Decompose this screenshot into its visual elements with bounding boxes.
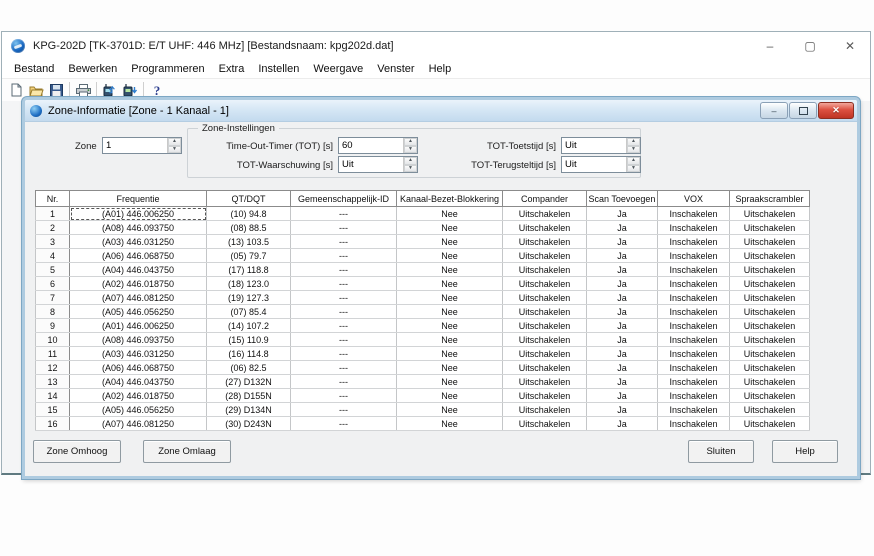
spin-down-icon[interactable]: ▼ — [627, 165, 640, 173]
channel-cell[interactable]: Ja — [587, 235, 658, 249]
zone-window-titlebar[interactable] — [25, 100, 857, 122]
channel-table-body — [36, 207, 810, 431]
zone-restore-button[interactable] — [789, 102, 817, 119]
channel-cell[interactable]: Inschakelen — [658, 403, 730, 417]
menu-instellen[interactable]: Instellen — [258, 62, 300, 75]
tot-spinbox — [338, 137, 418, 154]
channel-cell[interactable]: Uitschakelen — [730, 277, 810, 291]
zone-window-content — [25, 122, 857, 471]
tot-waarschuwing-input[interactable] — [339, 157, 403, 172]
channel-cell[interactable]: Inschakelen — [658, 319, 730, 333]
channel-cell[interactable]: --- — [291, 221, 397, 235]
svg-text:?: ? — [153, 83, 161, 97]
close-button[interactable]: ✕ — [844, 38, 856, 53]
channel-cell[interactable]: Ja — [587, 347, 658, 361]
header-spraakscrambler: Spraakscrambler — [730, 191, 810, 207]
spin-up-icon[interactable]: ▲ — [168, 138, 181, 146]
row-number-cell[interactable]: 12 — [36, 361, 70, 375]
table-row — [36, 305, 810, 319]
spin-down-icon[interactable]: ▼ — [404, 146, 417, 154]
channel-cell[interactable]: Nee — [397, 389, 503, 403]
channel-cell[interactable]: Inschakelen — [658, 333, 730, 347]
channel-cell[interactable]: (18) 123.0 — [207, 277, 291, 291]
zone-label: Zone — [75, 141, 97, 152]
channel-cell[interactable]: Uitschakelen — [730, 291, 810, 305]
channel-cell[interactable]: Inschakelen — [658, 249, 730, 263]
channel-cell[interactable]: Ja — [587, 417, 658, 431]
tot-terugsteltijd-input[interactable] — [562, 157, 626, 172]
channel-cell[interactable]: Nee — [397, 417, 503, 431]
channel-cell[interactable]: Ja — [587, 389, 658, 403]
channel-cell[interactable]: Uitschakelen — [730, 249, 810, 263]
table-row — [36, 263, 810, 277]
channel-cell[interactable]: Uitschakelen — [730, 403, 810, 417]
channel-cell[interactable]: Uitschakelen — [730, 263, 810, 277]
table-row — [36, 235, 810, 249]
channel-cell[interactable]: Ja — [587, 263, 658, 277]
channel-cell[interactable]: (A08) 446.093750 — [70, 333, 207, 347]
channel-cell[interactable]: (10) 94.8 — [207, 207, 291, 221]
channel-cell[interactable]: (A04) 446.043750 — [70, 263, 207, 277]
tot-terugsteltijd-spinbox — [561, 156, 641, 173]
tot-toetstijd-spinbox — [561, 137, 641, 154]
tot-waarschuwing-label: TOT-Waarschuwing [s] — [236, 160, 333, 171]
toolbar-separator — [96, 82, 97, 98]
row-number-cell[interactable]: 9 — [36, 319, 70, 333]
table-row — [36, 277, 810, 291]
channel-cell[interactable]: Nee — [397, 249, 503, 263]
menu-venster[interactable]: Venster — [377, 62, 415, 75]
channel-table — [35, 190, 810, 431]
tot-label: Time-Out-Timer (TOT) [s] — [226, 141, 333, 152]
row-number-cell[interactable]: 15 — [36, 403, 70, 417]
channel-cell[interactable]: Inschakelen — [658, 361, 730, 375]
zone-close-button[interactable]: ✕ — [818, 102, 854, 119]
menu-weergave[interactable]: Weergave — [313, 62, 364, 75]
channel-cell[interactable]: Ja — [587, 249, 658, 263]
channel-cell[interactable]: Uitschakelen — [503, 305, 587, 319]
channel-cell[interactable]: (07) 85.4 — [207, 305, 291, 319]
channel-cell[interactable]: Uitschakelen — [503, 417, 587, 431]
channel-cell[interactable]: Ja — [587, 403, 658, 417]
channel-cell[interactable]: (A07) 446.081250 — [70, 417, 207, 431]
channel-cell[interactable]: Nee — [397, 347, 503, 361]
header-kanaal-bezet-blokkering: Kanaal-Bezet-Blokkering — [397, 191, 503, 207]
channel-cell[interactable]: --- — [291, 291, 397, 305]
channel-cell[interactable]: Inschakelen — [658, 375, 730, 389]
zone-spinbox — [102, 137, 182, 154]
channel-cell[interactable]: Ja — [587, 361, 658, 375]
channel-cell[interactable]: (A01) 446.006250 — [70, 319, 207, 333]
channel-cell[interactable]: Uitschakelen — [730, 389, 810, 403]
header-frequentie: Frequentie — [70, 191, 207, 207]
table-row — [36, 403, 810, 417]
zone-window-title: Zone-Informatie [Zone - 1 Kanaal - 1] — [48, 104, 229, 117]
channel-cell[interactable]: Nee — [397, 221, 503, 235]
channel-cell[interactable]: Uitschakelen — [730, 361, 810, 375]
channel-cell[interactable]: Uitschakelen — [730, 235, 810, 249]
channel-cell[interactable]: Nee — [397, 263, 503, 277]
channel-cell[interactable]: (A03) 446.031250 — [70, 347, 207, 361]
table-row — [36, 417, 810, 431]
channel-cell[interactable]: Ja — [587, 305, 658, 319]
row-number-cell[interactable]: 3 — [36, 235, 70, 249]
channel-cell[interactable]: Uitschakelen — [730, 417, 810, 431]
channel-cell[interactable]: (30) D243N — [207, 417, 291, 431]
channel-cell[interactable]: --- — [291, 389, 397, 403]
zone-informatie-window — [22, 97, 860, 479]
table-row — [36, 291, 810, 305]
table-header-row — [36, 191, 810, 207]
channel-cell[interactable]: Inschakelen — [658, 207, 730, 221]
channel-cell[interactable]: (28) D155N — [207, 389, 291, 403]
channel-cell[interactable]: Uitschakelen — [503, 263, 587, 277]
channel-cell[interactable]: Uitschakelen — [503, 221, 587, 235]
channel-cell[interactable]: Uitschakelen — [503, 249, 587, 263]
channel-cell[interactable]: Ja — [587, 221, 658, 235]
menu-help[interactable]: Help — [428, 62, 452, 75]
channel-cell[interactable]: (05) 79.7 — [207, 249, 291, 263]
channel-cell[interactable]: Ja — [587, 333, 658, 347]
row-number-cell[interactable]: 6 — [36, 277, 70, 291]
channel-cell[interactable]: (27) D132N — [207, 375, 291, 389]
channel-cell[interactable]: (19) 127.3 — [207, 291, 291, 305]
channel-cell[interactable]: --- — [291, 417, 397, 431]
channel-cell[interactable]: Ja — [587, 277, 658, 291]
row-number-cell[interactable]: 7 — [36, 291, 70, 305]
spin-down-icon[interactable]: ▼ — [404, 165, 417, 173]
channel-cell[interactable]: --- — [291, 319, 397, 333]
channel-cell[interactable]: Uitschakelen — [503, 319, 587, 333]
spin-up-icon[interactable]: ▲ — [404, 138, 417, 146]
channel-cell[interactable]: Nee — [397, 375, 503, 389]
tot-toetstijd-spinner — [626, 138, 640, 153]
tot-terugsteltijd-spinner — [626, 157, 640, 172]
tot-toetstijd-input[interactable] — [562, 138, 626, 153]
channel-cell[interactable]: (A05) 446.056250 — [70, 403, 207, 417]
channel-cell[interactable]: Uitschakelen — [730, 221, 810, 235]
menu-bewerken[interactable]: Bewerken — [68, 62, 118, 75]
channel-cell[interactable]: --- — [291, 375, 397, 389]
channel-cell[interactable]: Inschakelen — [658, 347, 730, 361]
channel-cell[interactable]: (A02) 446.018750 — [70, 277, 207, 291]
channel-cell[interactable]: Uitschakelen — [730, 347, 810, 361]
spin-down-icon[interactable]: ▼ — [168, 146, 181, 154]
channel-cell[interactable]: Ja — [587, 319, 658, 333]
zone-omlaag-button[interactable]: Zone Omlaag — [143, 440, 231, 463]
main-titlebar[interactable] — [2, 32, 870, 59]
row-number-cell[interactable]: 13 — [36, 375, 70, 389]
channel-cell[interactable]: --- — [291, 207, 397, 221]
channel-cell[interactable]: Inschakelen — [658, 221, 730, 235]
channel-cell[interactable]: (16) 114.8 — [207, 347, 291, 361]
row-number-cell[interactable]: 8 — [36, 305, 70, 319]
table-row — [36, 375, 810, 389]
table-row — [36, 207, 810, 221]
channel-cell[interactable]: Ja — [587, 207, 658, 221]
channel-cell[interactable]: (14) 107.2 — [207, 319, 291, 333]
channel-cell[interactable]: (A04) 446.043750 — [70, 375, 207, 389]
spin-up-icon[interactable]: ▲ — [627, 138, 640, 146]
zone-window-icon — [30, 105, 42, 117]
channel-cell[interactable]: --- — [291, 235, 397, 249]
tot-waarschuwing-spinner — [403, 157, 417, 172]
channel-cell[interactable]: Uitschakelen — [503, 389, 587, 403]
tot-input[interactable] — [339, 138, 403, 153]
row-number-cell[interactable]: 14 — [36, 389, 70, 403]
channel-cell[interactable]: --- — [291, 263, 397, 277]
row-number-cell[interactable]: 5 — [36, 263, 70, 277]
tot-terugsteltijd-label: TOT-Terugsteltijd [s] — [471, 160, 556, 171]
channel-cell[interactable]: Inschakelen — [658, 417, 730, 431]
table-row — [36, 389, 810, 403]
channel-cell[interactable]: (A06) 446.068750 — [70, 361, 207, 375]
zone-spinner — [167, 138, 181, 153]
table-row — [36, 249, 810, 263]
channel-cell[interactable]: (A01) 446.006250 — [70, 207, 207, 221]
help-button[interactable]: Help — [772, 440, 838, 463]
channel-cell[interactable]: (A02) 446.018750 — [70, 389, 207, 403]
channel-cell[interactable]: (A03) 446.031250 — [70, 235, 207, 249]
menubar — [2, 59, 870, 78]
table-row — [36, 347, 810, 361]
channel-cell[interactable]: Ja — [587, 291, 658, 305]
channel-cell[interactable]: --- — [291, 305, 397, 319]
channel-cell[interactable]: Inschakelen — [658, 235, 730, 249]
channel-cell[interactable]: --- — [291, 361, 397, 375]
channel-cell[interactable]: Uitschakelen — [503, 403, 587, 417]
channel-cell[interactable]: Nee — [397, 361, 503, 375]
channel-cell[interactable]: Inschakelen — [658, 263, 730, 277]
tot-waarschuwing-spinbox — [338, 156, 418, 173]
header-compander: Compander — [503, 191, 587, 207]
zone-settings-group-title: Zone-Instellingen — [198, 123, 279, 134]
channel-cell[interactable]: --- — [291, 347, 397, 361]
channel-cell[interactable]: Inschakelen — [658, 305, 730, 319]
header-qt-dqt: QT/DQT — [207, 191, 291, 207]
spin-down-icon[interactable]: ▼ — [627, 146, 640, 154]
spin-up-icon[interactable]: ▲ — [404, 157, 417, 165]
menu-programmeren[interactable]: Programmeren — [131, 62, 205, 75]
channel-cell[interactable]: Uitschakelen — [730, 333, 810, 347]
channel-cell[interactable]: (A05) 446.056250 — [70, 305, 207, 319]
channel-cell[interactable]: Nee — [397, 291, 503, 305]
zone-omhoog-button[interactable]: Zone Omhoog — [33, 440, 121, 463]
menu-bestand[interactable]: Bestand — [14, 62, 55, 75]
table-row — [36, 333, 810, 347]
channel-cell[interactable]: (15) 110.9 — [207, 333, 291, 347]
header-vox: VOX — [658, 191, 730, 207]
table-row — [36, 221, 810, 235]
header-nr: Nr. — [36, 191, 70, 207]
app-icon — [11, 39, 25, 53]
channel-cell[interactable]: (13) 103.5 — [207, 235, 291, 249]
channel-cell[interactable]: --- — [291, 333, 397, 347]
row-number-cell[interactable]: 4 — [36, 249, 70, 263]
channel-cell[interactable]: Nee — [397, 403, 503, 417]
menu-extra[interactable]: Extra — [218, 62, 245, 75]
channel-cell[interactable]: (17) 118.8 — [207, 263, 291, 277]
row-number-cell[interactable]: 1 — [36, 207, 70, 221]
spin-up-icon[interactable]: ▲ — [627, 157, 640, 165]
main-window-title: KPG-202D [TK-3701D: E/T UHF: 446 MHz] [Bestandsnaam: kpg202d.dat] — [33, 39, 394, 52]
zone-minimize-button[interactable]: – — [760, 102, 788, 119]
tot-toetstijd-label: TOT-Toetstijd [s] — [487, 141, 556, 152]
channel-cell[interactable]: Uitschakelen — [503, 375, 587, 389]
toolbar-separator — [69, 82, 70, 98]
minimize-button[interactable]: – — [766, 38, 774, 53]
channel-cell[interactable]: Inschakelen — [658, 291, 730, 305]
channel-cell[interactable]: Uitschakelen — [503, 235, 587, 249]
tot-spinner — [403, 138, 417, 153]
channel-cell[interactable]: Nee — [397, 277, 503, 291]
toolbar-separator — [143, 82, 144, 98]
row-number-cell[interactable]: 10 — [36, 333, 70, 347]
row-number-cell[interactable]: 2 — [36, 221, 70, 235]
channel-cell[interactable]: Uitschakelen — [730, 305, 810, 319]
channel-cell[interactable]: --- — [291, 249, 397, 263]
main-window — [1, 31, 871, 475]
channel-cell[interactable]: Uitschakelen — [503, 333, 587, 347]
channel-cell[interactable]: (29) D134N — [207, 403, 291, 417]
row-number-cell[interactable]: 11 — [36, 347, 70, 361]
channel-cell[interactable]: Uitschakelen — [730, 375, 810, 389]
channel-cell[interactable]: Inschakelen — [658, 389, 730, 403]
row-number-cell[interactable]: 16 — [36, 417, 70, 431]
channel-cell[interactable]: Nee — [397, 235, 503, 249]
channel-cell[interactable]: Uitschakelen — [503, 277, 587, 291]
channel-cell[interactable]: Uitschakelen — [503, 291, 587, 305]
channel-cell[interactable]: Nee — [397, 333, 503, 347]
channel-cell[interactable]: (A06) 446.068750 — [70, 249, 207, 263]
channel-cell[interactable]: Uitschakelen — [503, 361, 587, 375]
channel-cell[interactable]: Uitschakelen — [730, 319, 810, 333]
header-scan-toevoegen: Scan Toevoegen — [587, 191, 658, 207]
mdi-area — [2, 101, 870, 473]
channel-cell[interactable]: (06) 82.5 — [207, 361, 291, 375]
maximize-button[interactable]: ▢ — [804, 38, 816, 53]
channel-cell[interactable]: Nee — [397, 305, 503, 319]
channel-cell[interactable]: Uitschakelen — [503, 347, 587, 361]
channel-cell[interactable]: Nee — [397, 207, 503, 221]
new-file-icon[interactable] — [6, 81, 26, 99]
header-gemeenschappelijk-id: Gemeenschappelijk-ID — [291, 191, 397, 207]
channel-cell[interactable]: Nee — [397, 319, 503, 333]
channel-cell[interactable]: Inschakelen — [658, 277, 730, 291]
table-row — [36, 361, 810, 375]
channel-cell[interactable]: Uitschakelen — [730, 207, 810, 221]
channel-cell[interactable]: (08) 88.5 — [207, 221, 291, 235]
channel-cell[interactable]: --- — [291, 277, 397, 291]
channel-cell[interactable]: Uitschakelen — [503, 207, 587, 221]
channel-cell[interactable]: Ja — [587, 375, 658, 389]
table-row — [36, 319, 810, 333]
channel-cell[interactable]: --- — [291, 403, 397, 417]
channel-cell[interactable]: (A07) 446.081250 — [70, 291, 207, 305]
zone-input[interactable] — [103, 138, 167, 153]
sluiten-button[interactable]: Sluiten — [688, 440, 754, 463]
channel-cell[interactable]: (A08) 446.093750 — [70, 221, 207, 235]
restore-icon — [799, 107, 808, 115]
